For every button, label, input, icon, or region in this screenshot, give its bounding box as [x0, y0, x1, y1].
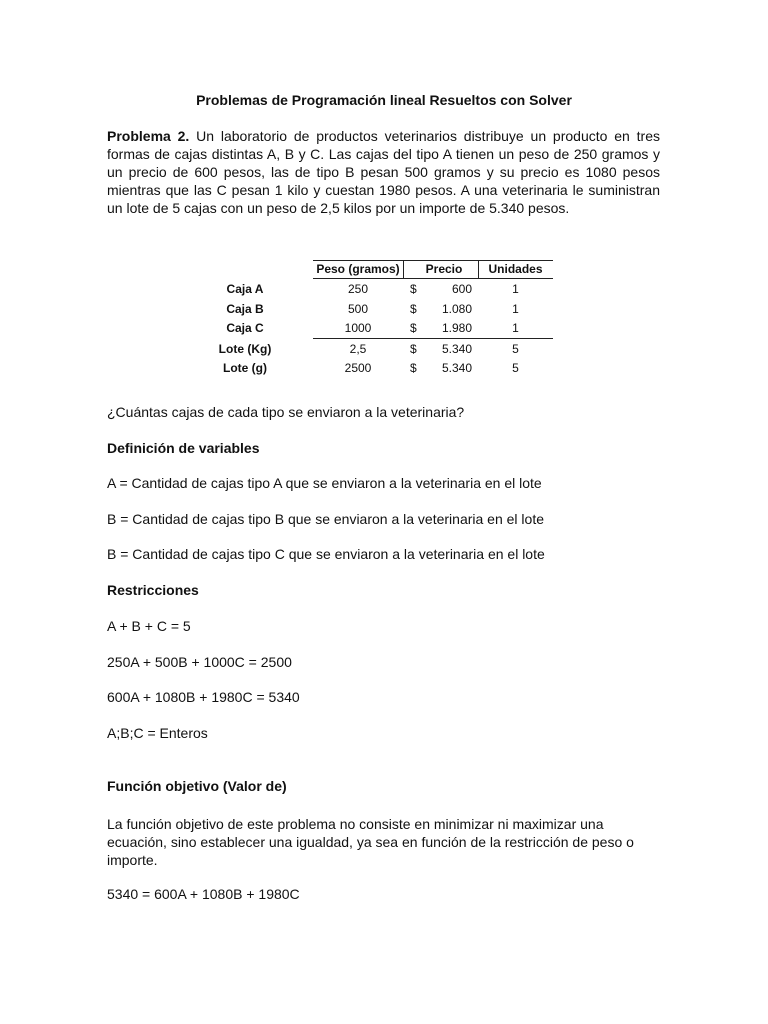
question-text: ¿Cuántas cajas de cada tipo se enviaron a la veterinaria?	[107, 404, 465, 420]
row-label: Caja B	[226, 302, 264, 316]
cell-peso: 2,5	[349, 342, 367, 356]
cell-unidades: 1	[512, 302, 519, 316]
cell-peso: 500	[347, 302, 369, 316]
restriction-equation: A + B + C = 5	[107, 618, 191, 634]
cell-dollar: $	[410, 321, 417, 335]
header-unidades: Unidades	[488, 262, 543, 276]
row-label: Caja C	[226, 321, 264, 335]
cell-precio: 1.980	[441, 321, 472, 335]
row-label: Lote (g)	[223, 361, 267, 375]
cell-peso: 2500	[344, 361, 372, 375]
variable-definition: B = Cantidad de cajas tipo C que se enviaron a la veterinaria en el lote	[107, 546, 545, 562]
row-label: Caja A	[226, 282, 264, 296]
restriction-equation: 250A + 500B + 1000C = 2500	[107, 654, 292, 670]
problem-statement	[107, 127, 660, 217]
header-peso: Peso (gramos)	[316, 262, 400, 276]
restrictions-heading: Restricciones	[107, 582, 199, 598]
cell-dollar: $	[410, 342, 417, 356]
table-top-line	[313, 260, 553, 261]
cell-precio: 600	[451, 282, 472, 296]
cell-unidades: 5	[512, 342, 519, 356]
cell-unidades: 5	[512, 361, 519, 375]
cell-peso: 250	[347, 282, 369, 296]
document-title: Problemas de Programación lineal Resueltos con Solver	[196, 92, 572, 108]
restriction-equation: 600A + 1080B + 1980C = 5340	[107, 689, 300, 705]
variables-heading: Definición de variables	[107, 440, 260, 456]
data-table	[200, 259, 570, 384]
cell-precio: 1.080	[441, 302, 472, 316]
cell-unidades: 1	[512, 282, 519, 296]
restriction-equation: A;B;C = Enteros	[107, 725, 208, 741]
cell-dollar: $	[410, 282, 417, 296]
objective-equation: 5340 = 600A + 1080B + 1980C	[107, 886, 300, 902]
header-divider	[403, 260, 404, 278]
header-underline	[313, 278, 553, 279]
problem-text: Un laboratorio de productos veterinarios distribuye un producto en tres formas de cajas distintas A, B y C. Las cajas del tipo A tienen un peso de 250 gramos y un precio de 600 pesos, las de tipo B pesan 500 gramos y su precio es 1080 pesos mientras que las C pesan 1 kilo y cuestan 1980 pesos. A una veterinaria le suministran un lote de 5 cajas con un peso de 2,5 kilos por un importe de 5.340 pesos.	[107, 128, 660, 216]
problem-label: Problema 2.	[107, 128, 190, 144]
variable-definition: A = Cantidad de cajas tipo A que se enviaron a la veterinaria en el lote	[107, 475, 542, 491]
objective-description: La función objetivo de este problema no consiste en minimizar ni maximizar una ecuación, sino establecer una igualdad, ya sea en función de la restricción de peso o importe.	[107, 816, 634, 868]
cell-precio: 5.340	[441, 342, 472, 356]
cell-unidades: 1	[512, 321, 519, 335]
cell-dollar: $	[410, 302, 417, 316]
row-label: Lote (Kg)	[218, 342, 272, 356]
header-divider	[478, 260, 479, 278]
lote-separator-line	[313, 338, 553, 339]
objective-heading: Función objetivo (Valor de)	[107, 778, 287, 794]
variable-definition: B = Cantidad de cajas tipo B que se enviaron a la veterinaria en el lote	[107, 511, 545, 527]
cell-dollar: $	[410, 361, 417, 375]
cell-precio: 5.340	[441, 361, 472, 375]
header-precio: Precio	[425, 262, 463, 276]
cell-peso: 1000	[344, 321, 372, 335]
